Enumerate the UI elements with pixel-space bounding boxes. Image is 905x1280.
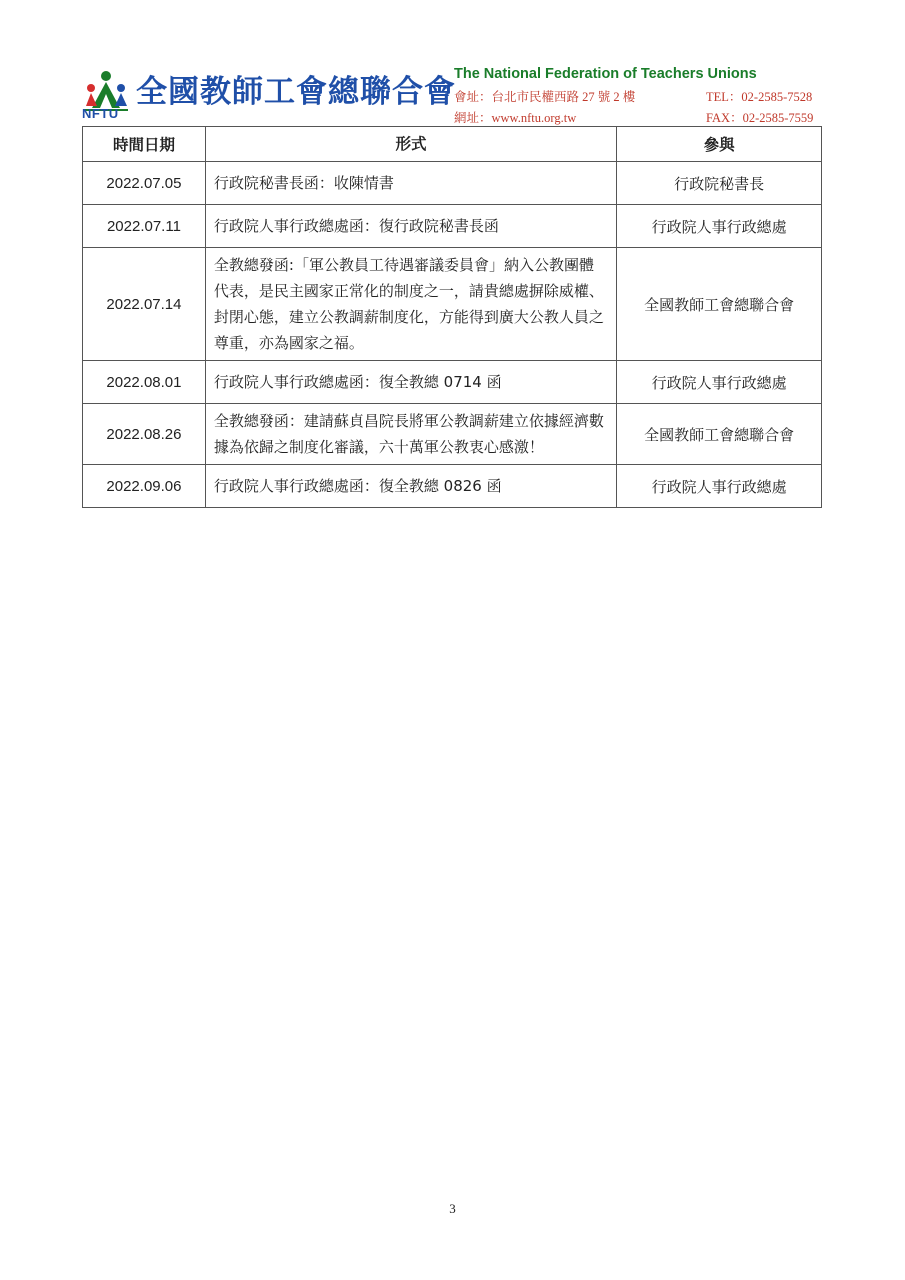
row-form: 行政院人事行政總處函：復全教總 0826 函 xyxy=(205,465,616,508)
row-date: 2022.09.06 xyxy=(83,465,206,508)
fax: FAX：02-2585-7559 xyxy=(706,111,814,125)
header-date: 時間日期 xyxy=(83,127,206,162)
page-number: 3 xyxy=(449,1201,456,1216)
table-row xyxy=(83,162,822,205)
org-name-english: The National Federation of Teachers Unions xyxy=(454,66,757,82)
logo-wordmark: NFTU xyxy=(82,106,119,121)
header-form: 形式 xyxy=(205,127,616,162)
row-form: 全教總發函:「軍公教員工待遇審議委員會」納入公教團體代表，是民主國家正常化的制度之一，請貴總處摒除威權、封閉心態，建立公教調薪制度化，方能得到廣大公教人員之尊重，亦為國家之福。 xyxy=(205,248,616,361)
table-row xyxy=(83,248,822,361)
website-link[interactable]: 網址：www.nftu.org.tw xyxy=(454,111,577,125)
table-row xyxy=(83,205,822,248)
row-participant: 行政院人事行政總處 xyxy=(617,205,822,248)
row-participant: 全國教師工會總聯合會 xyxy=(617,404,822,465)
row-date: 2022.07.11 xyxy=(83,205,206,248)
header-participant: 參與 xyxy=(617,127,822,162)
table-header-row xyxy=(83,127,822,162)
timeline-table xyxy=(82,126,822,508)
address: 會址：台北市民權西路 27 號 2 樓 xyxy=(454,90,636,104)
row-participant: 行政院人事行政總處 xyxy=(617,465,822,508)
row-form: 全教總發函：建請蘇貞昌院長將軍公教調薪建立依據經濟數據為依歸之制度化審議，六十萬軍公教衷心感激！ xyxy=(205,404,616,465)
letterhead xyxy=(82,62,822,126)
row-date: 2022.07.14 xyxy=(83,248,206,361)
row-form: 行政院人事行政總處函：復行政院秘書長函 xyxy=(205,205,616,248)
org-name-chinese: 全國教師工會總聯合會 xyxy=(136,74,456,110)
row-participant: 行政院秘書長 xyxy=(617,162,822,205)
telephone: TEL：02-2585-7528 xyxy=(706,90,813,104)
table-row xyxy=(83,465,822,508)
row-form: 行政院秘書長函：收陳情書 xyxy=(205,162,616,205)
table-row xyxy=(83,404,822,465)
row-date: 2022.07.05 xyxy=(83,162,206,205)
table-row xyxy=(83,361,822,404)
row-date: 2022.08.26 xyxy=(83,404,206,465)
row-participant: 全國教師工會總聯合會 xyxy=(617,248,822,361)
row-participant: 行政院人事行政總處 xyxy=(617,361,822,404)
row-date: 2022.08.01 xyxy=(83,361,206,404)
row-form: 行政院人事行政總處函：復全教總 0714 函 xyxy=(205,361,616,404)
